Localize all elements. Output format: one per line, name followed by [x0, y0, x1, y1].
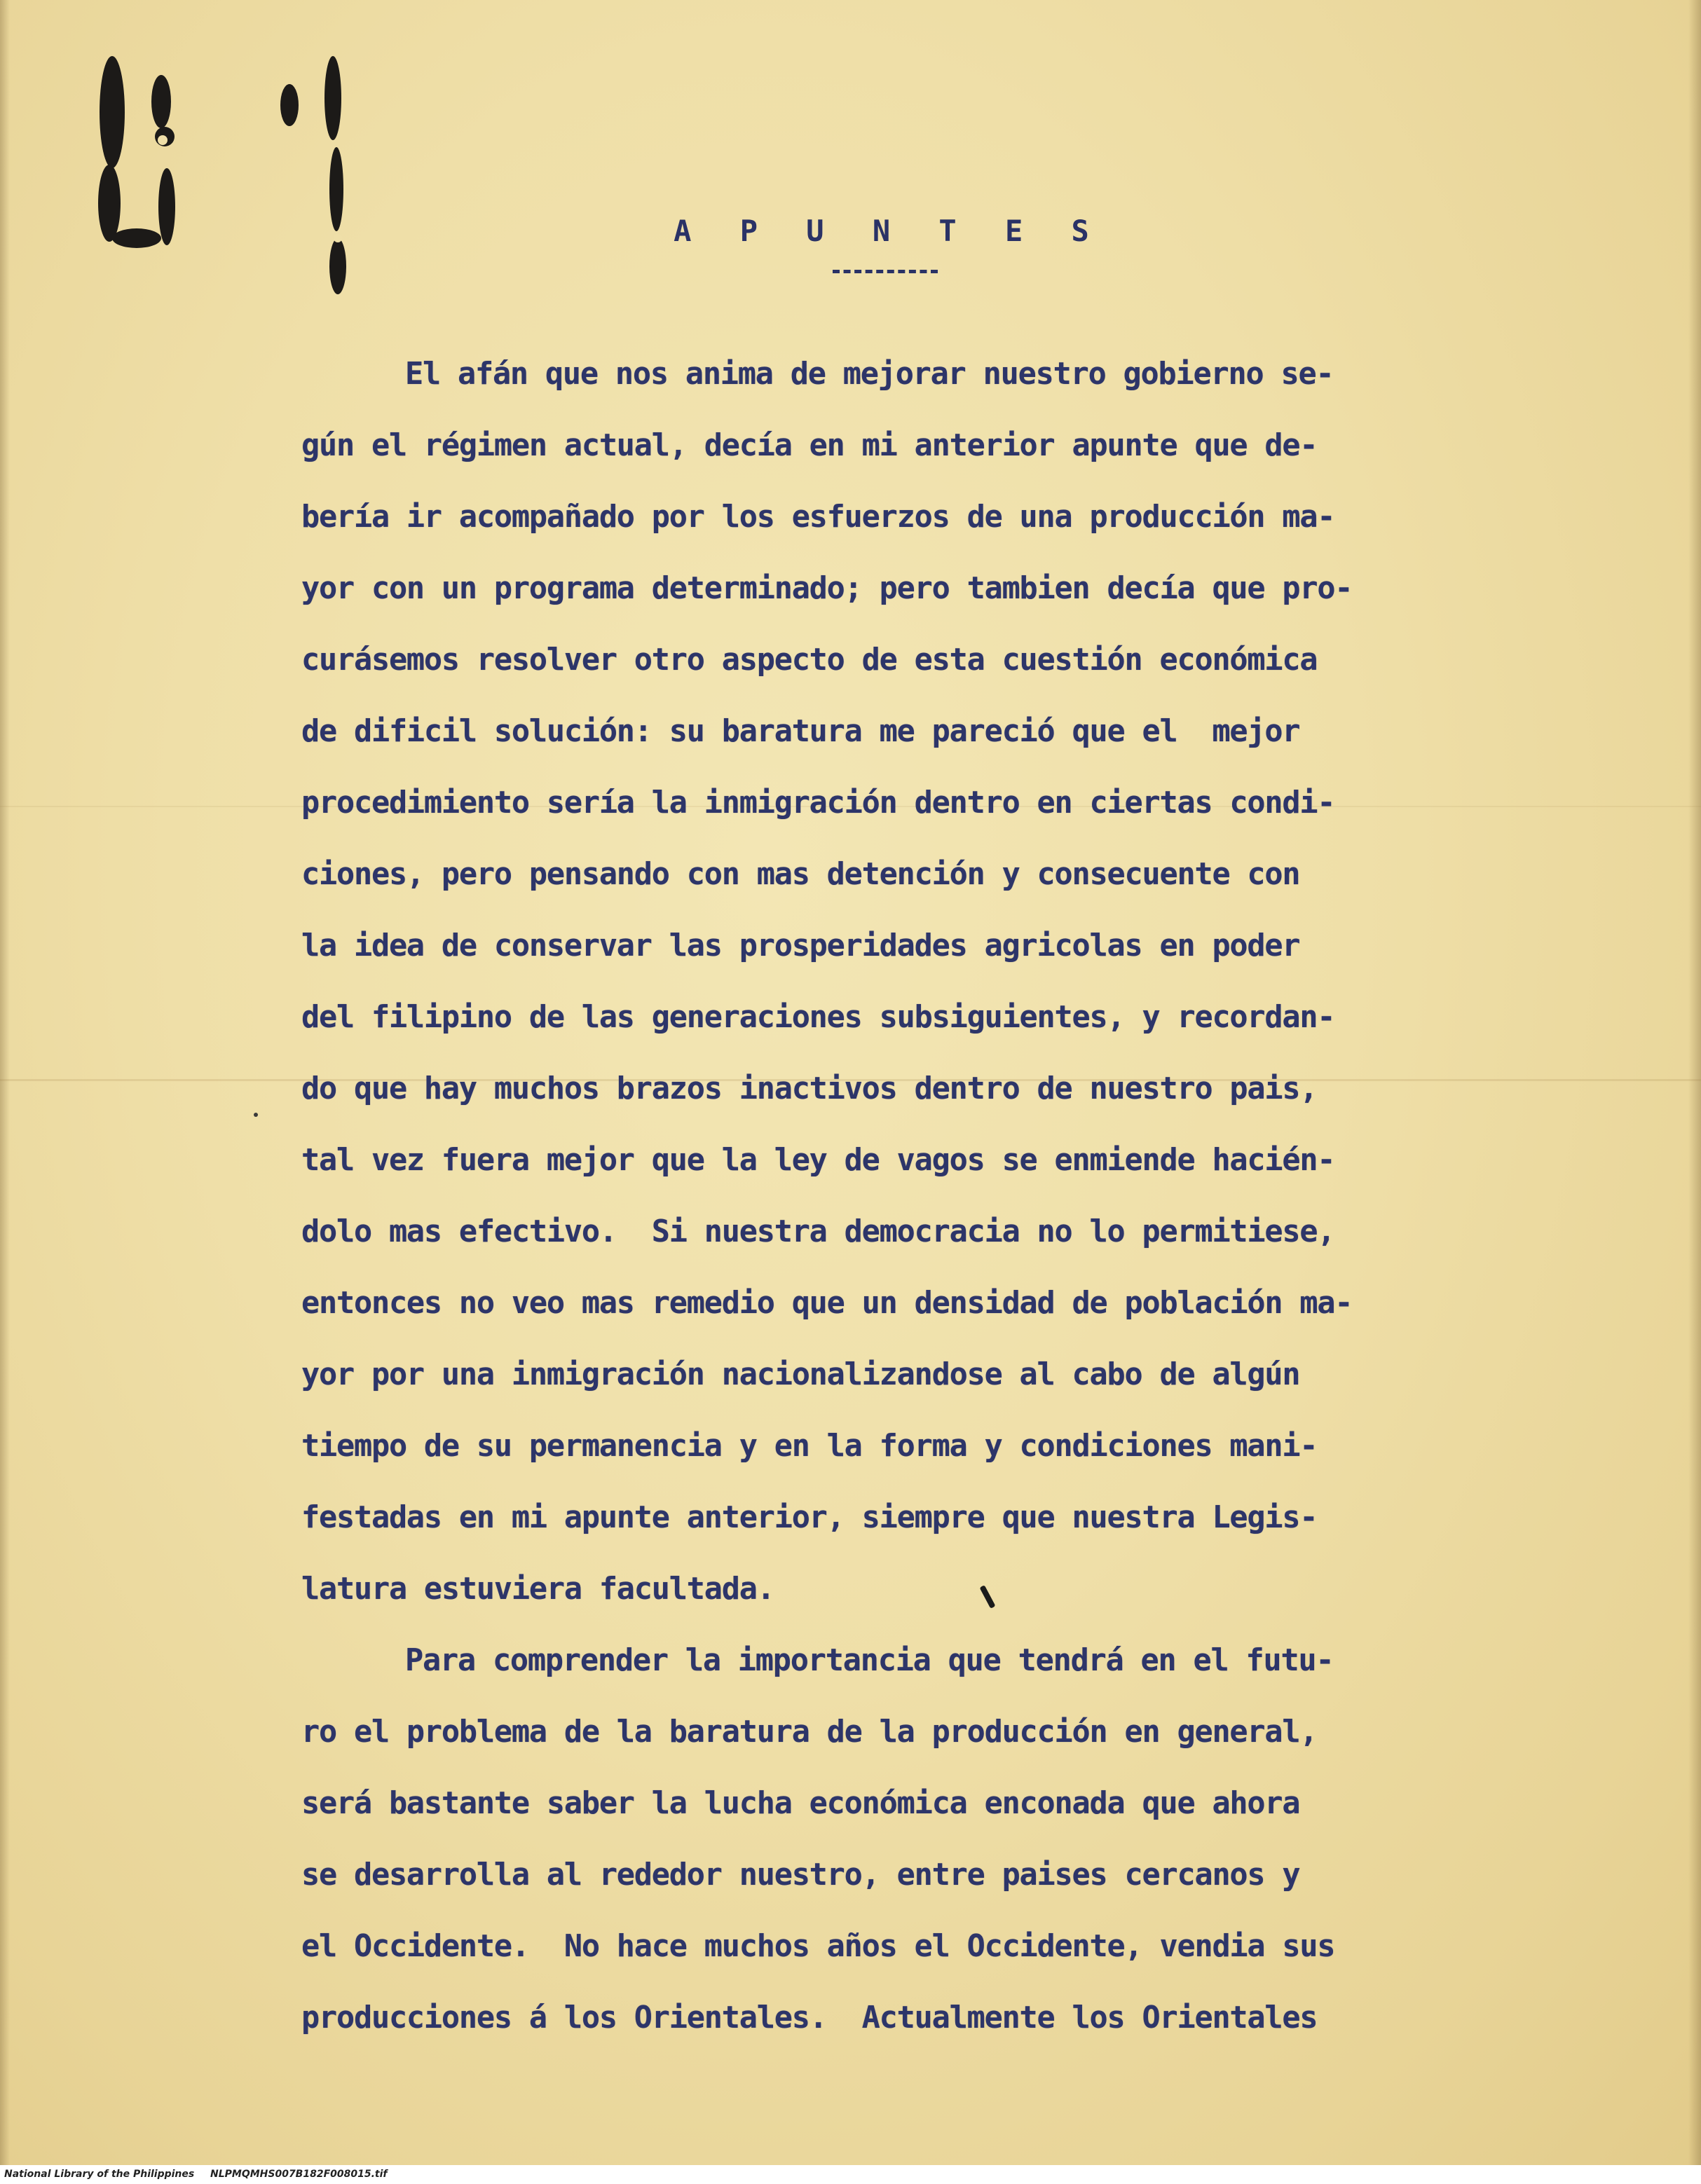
body-line: latura estuviera facultada. [301, 1572, 774, 1607]
body-line: será bastante saber la lucha económica enconada que ahora [301, 1786, 1300, 1821]
paper-edge-left [0, 0, 10, 2165]
body-line: yor por una inmigración nacionalizandose al cabo de algún [301, 1357, 1300, 1392]
body-line: yor con un programa determinado; pero tambien decía que pro- [301, 571, 1353, 606]
footer-library-label: National Library of the Philippines [4, 2169, 195, 2180]
body-line: de dificil solución: su baratura me pareció que el mejor [301, 714, 1300, 749]
body-line: do que hay muchos brazos inactivos dentro de nuestro pais, [301, 1071, 1318, 1106]
footer-filename: NLPMQMHS007B182F008015.tif [210, 2169, 388, 2180]
body-line: dolo mas efectivo. Si nuestra democracia no lo permitiese, [301, 1214, 1335, 1249]
body-line: el Occidente. No hace muchos años el Occidente, vendia sus [301, 1929, 1335, 1964]
body-line: del filipino de las generaciones subsiguientes, y recordan- [301, 1000, 1335, 1035]
binder-holes-icon [84, 28, 364, 322]
body-line: Para comprender la importancia que tendrá en el futu- [405, 1643, 1334, 1678]
body-line: se desarrolla al rededor nuestro, entre paises cercanos y [301, 1857, 1300, 1893]
body-line: tal vez fuera mejor que la ley de vagos se enmiende hacién- [301, 1143, 1335, 1178]
ink-dot [254, 1113, 258, 1117]
body-line: bería ir acompañado por los esfuerzos de una producción ma- [301, 500, 1335, 535]
body-line: gún el régimen actual, decía en mi anterior apunte que de- [301, 428, 1318, 463]
body-line: tiempo de su permanencia y en la forma y condiciones mani- [301, 1429, 1318, 1464]
body-line: entonces no veo mas remedio que un densidad de población ma- [301, 1286, 1353, 1321]
ink-mark [979, 1585, 995, 1609]
body-line: la idea de conservar las prosperidades agricolas en poder [301, 928, 1300, 963]
body-line: El afán que nos anima de mejorar nuestro gobierno se- [405, 357, 1334, 392]
paper-edge-right [1688, 0, 1701, 2165]
body-line: ro el problema de la baratura de la producción en general, [301, 1715, 1318, 1750]
body-line: curásemos resolver otro aspecto de esta cuestión económica [301, 643, 1318, 678]
body-line: procedimiento sería la inmigración dentro en ciertas condi- [301, 785, 1335, 820]
scan-footer [0, 2165, 1701, 2184]
body-line: producciones á los Orientales. Actualmente los Orientales [301, 2000, 1318, 2035]
body-line: ciones, pero pensando con mas detención y consecuente con [301, 857, 1300, 892]
body-line: festadas en mi apunte anterior, siempre que nuestra Legis- [301, 1500, 1318, 1535]
title-underline [833, 270, 938, 273]
document-title: A P U N T E S [674, 214, 1105, 248]
